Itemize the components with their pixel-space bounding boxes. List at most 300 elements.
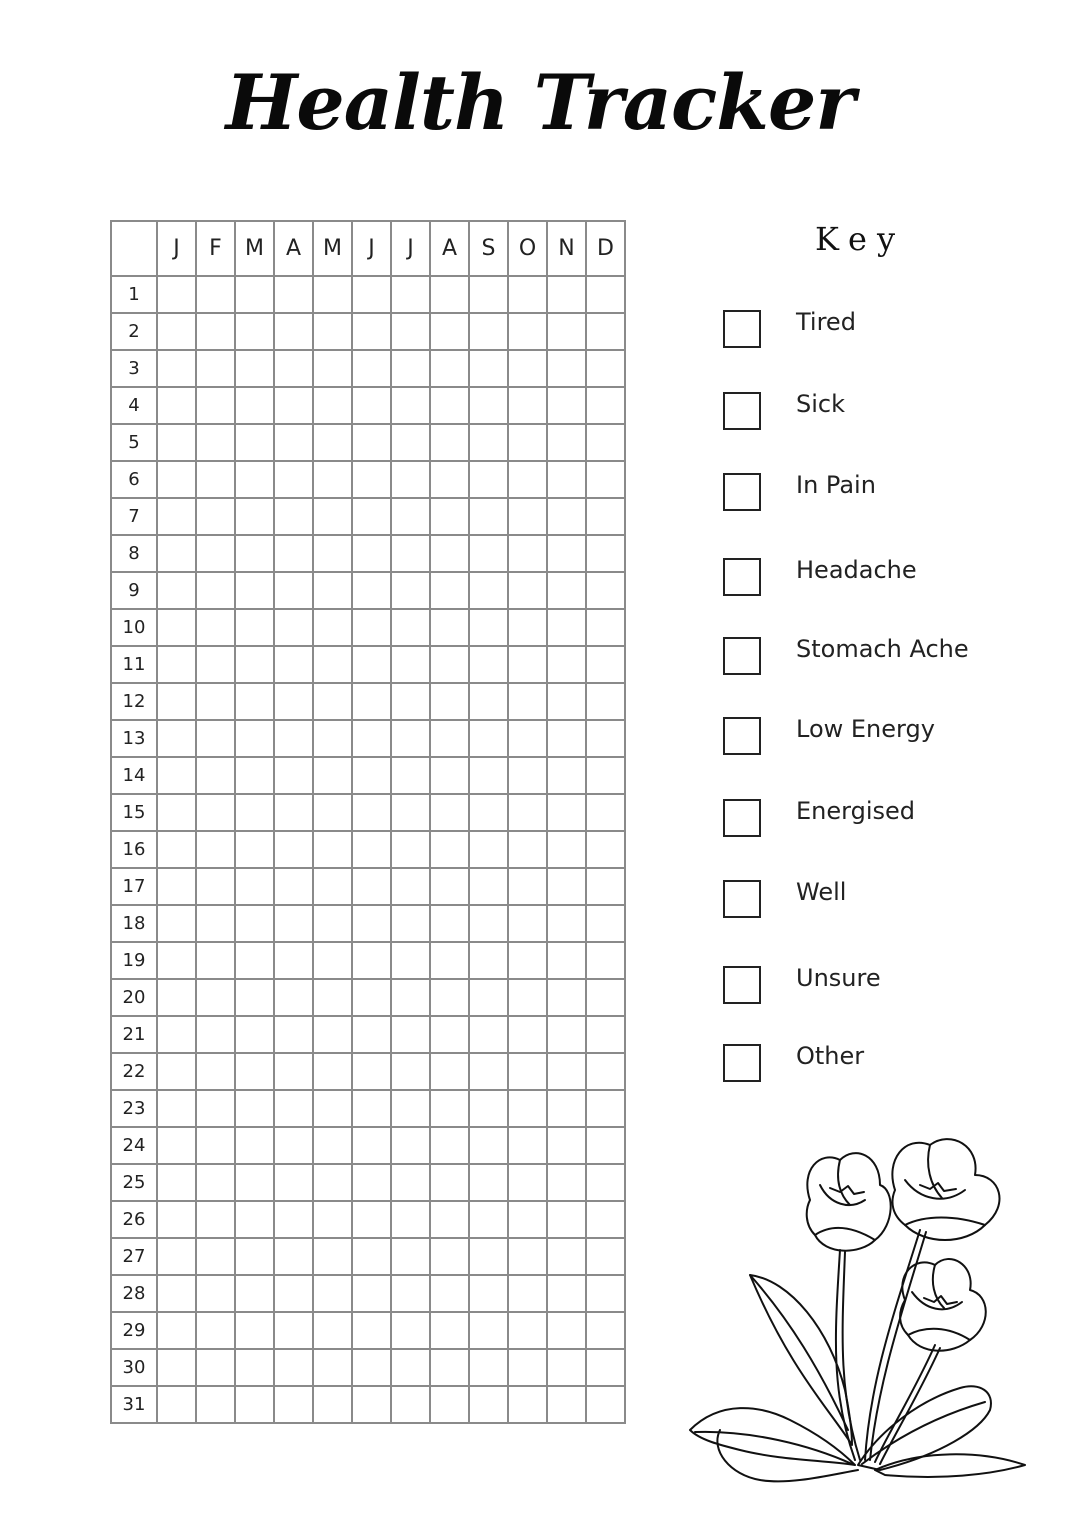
- tracker-cell[interactable]: [586, 572, 625, 609]
- tracker-cell[interactable]: [469, 683, 508, 720]
- tracker-cell[interactable]: [313, 313, 352, 350]
- tracker-cell[interactable]: [547, 979, 586, 1016]
- tracker-cell[interactable]: [274, 572, 313, 609]
- tracker-cell[interactable]: [547, 498, 586, 535]
- tracker-cell[interactable]: [391, 1386, 430, 1423]
- tracker-cell[interactable]: [196, 572, 235, 609]
- tracker-cell[interactable]: [547, 831, 586, 868]
- tracker-cell[interactable]: [430, 757, 469, 794]
- tracker-cell[interactable]: [313, 424, 352, 461]
- tracker-cell[interactable]: [508, 1349, 547, 1386]
- tracker-cell[interactable]: [508, 424, 547, 461]
- tracker-cell[interactable]: [196, 905, 235, 942]
- tracker-cell[interactable]: [274, 979, 313, 1016]
- tracker-cell[interactable]: [586, 609, 625, 646]
- tracker-cell[interactable]: [352, 1275, 391, 1312]
- tracker-cell[interactable]: [469, 350, 508, 387]
- tracker-cell[interactable]: [235, 1164, 274, 1201]
- tracker-cell[interactable]: [196, 1275, 235, 1312]
- tracker-cell[interactable]: [352, 424, 391, 461]
- tracker-cell[interactable]: [157, 1275, 196, 1312]
- tracker-cell[interactable]: [508, 609, 547, 646]
- tracker-cell[interactable]: [469, 979, 508, 1016]
- tracker-cell[interactable]: [196, 1053, 235, 1090]
- tracker-cell[interactable]: [586, 461, 625, 498]
- tracker-cell[interactable]: [352, 1016, 391, 1053]
- tracker-cell[interactable]: [430, 1127, 469, 1164]
- tracker-cell[interactable]: [235, 535, 274, 572]
- tracker-cell[interactable]: [430, 942, 469, 979]
- tracker-cell[interactable]: [391, 1090, 430, 1127]
- tracker-cell[interactable]: [391, 757, 430, 794]
- tracker-cell[interactable]: [430, 1090, 469, 1127]
- tracker-cell[interactable]: [391, 1312, 430, 1349]
- tracker-cell[interactable]: [352, 276, 391, 313]
- tracker-cell[interactable]: [508, 794, 547, 831]
- tracker-cell[interactable]: [586, 387, 625, 424]
- tracker-cell[interactable]: [352, 498, 391, 535]
- tracker-cell[interactable]: [313, 1386, 352, 1423]
- tracker-cell[interactable]: [586, 1164, 625, 1201]
- tracker-cell[interactable]: [274, 1238, 313, 1275]
- tracker-cell[interactable]: [469, 1312, 508, 1349]
- tracker-cell[interactable]: [391, 350, 430, 387]
- tracker-cell[interactable]: [196, 535, 235, 572]
- tracker-cell[interactable]: [196, 757, 235, 794]
- tracker-cell[interactable]: [508, 387, 547, 424]
- tracker-cell[interactable]: [547, 757, 586, 794]
- tracker-cell[interactable]: [430, 905, 469, 942]
- tracker-cell[interactable]: [391, 683, 430, 720]
- tracker-cell[interactable]: [508, 683, 547, 720]
- tracker-cell[interactable]: [547, 609, 586, 646]
- tracker-cell[interactable]: [157, 1386, 196, 1423]
- tracker-cell[interactable]: [586, 424, 625, 461]
- tracker-cell[interactable]: [157, 313, 196, 350]
- tracker-cell[interactable]: [469, 1016, 508, 1053]
- tracker-cell[interactable]: [157, 905, 196, 942]
- tracker-cell[interactable]: [313, 1127, 352, 1164]
- tracker-cell[interactable]: [586, 1312, 625, 1349]
- tracker-cell[interactable]: [469, 905, 508, 942]
- tracker-cell[interactable]: [430, 461, 469, 498]
- tracker-cell[interactable]: [274, 683, 313, 720]
- tracker-cell[interactable]: [586, 1275, 625, 1312]
- tracker-cell[interactable]: [352, 1053, 391, 1090]
- tracker-cell[interactable]: [586, 1386, 625, 1423]
- tracker-cell[interactable]: [352, 1386, 391, 1423]
- tracker-cell[interactable]: [430, 1016, 469, 1053]
- tracker-cell[interactable]: [352, 905, 391, 942]
- tracker-cell[interactable]: [586, 720, 625, 757]
- tracker-cell[interactable]: [313, 498, 352, 535]
- tracker-cell[interactable]: [235, 276, 274, 313]
- tracker-cell[interactable]: [469, 1164, 508, 1201]
- tracker-cell[interactable]: [157, 1238, 196, 1275]
- tracker-cell[interactable]: [391, 1349, 430, 1386]
- tracker-cell[interactable]: [274, 1275, 313, 1312]
- tracker-cell[interactable]: [391, 905, 430, 942]
- tracker-cell[interactable]: [547, 1201, 586, 1238]
- tracker-cell[interactable]: [313, 572, 352, 609]
- tracker-cell[interactable]: [586, 313, 625, 350]
- tracker-cell[interactable]: [430, 498, 469, 535]
- tracker-cell[interactable]: [274, 1201, 313, 1238]
- tracker-cell[interactable]: [157, 979, 196, 1016]
- tracker-cell[interactable]: [274, 794, 313, 831]
- tracker-cell[interactable]: [352, 609, 391, 646]
- tracker-cell[interactable]: [157, 350, 196, 387]
- tracker-cell[interactable]: [508, 831, 547, 868]
- tracker-cell[interactable]: [274, 1312, 313, 1349]
- tracker-cell[interactable]: [196, 683, 235, 720]
- tracker-cell[interactable]: [157, 276, 196, 313]
- tracker-cell[interactable]: [313, 350, 352, 387]
- tracker-cell[interactable]: [508, 461, 547, 498]
- tracker-cell[interactable]: [508, 1016, 547, 1053]
- tracker-cell[interactable]: [235, 498, 274, 535]
- tracker-cell[interactable]: [430, 424, 469, 461]
- tracker-cell[interactable]: [352, 646, 391, 683]
- tracker-cell[interactable]: [508, 1090, 547, 1127]
- tracker-cell[interactable]: [235, 683, 274, 720]
- tracker-cell[interactable]: [352, 979, 391, 1016]
- tracker-cell[interactable]: [508, 535, 547, 572]
- tracker-cell[interactable]: [196, 979, 235, 1016]
- tracker-cell[interactable]: [547, 1312, 586, 1349]
- tracker-cell[interactable]: [274, 424, 313, 461]
- tracker-cell[interactable]: [547, 1016, 586, 1053]
- tracker-cell[interactable]: [508, 646, 547, 683]
- tracker-cell[interactable]: [196, 424, 235, 461]
- tracker-cell[interactable]: [547, 646, 586, 683]
- tracker-cell[interactable]: [157, 609, 196, 646]
- tracker-cell[interactable]: [235, 1201, 274, 1238]
- tracker-cell[interactable]: [274, 1349, 313, 1386]
- tracker-cell[interactable]: [547, 683, 586, 720]
- tracker-cell[interactable]: [313, 1349, 352, 1386]
- tracker-cell[interactable]: [586, 276, 625, 313]
- tracker-cell[interactable]: [508, 1386, 547, 1423]
- tracker-cell[interactable]: [196, 720, 235, 757]
- tracker-cell[interactable]: [586, 942, 625, 979]
- tracker-cell[interactable]: [430, 535, 469, 572]
- tracker-cell[interactable]: [274, 313, 313, 350]
- tracker-cell[interactable]: [235, 646, 274, 683]
- tracker-cell[interactable]: [430, 313, 469, 350]
- tracker-cell[interactable]: [391, 609, 430, 646]
- tracker-cell[interactable]: [235, 1090, 274, 1127]
- tracker-cell[interactable]: [547, 350, 586, 387]
- tracker-cell[interactable]: [235, 461, 274, 498]
- tracker-cell[interactable]: [547, 313, 586, 350]
- tracker-cell[interactable]: [508, 350, 547, 387]
- tracker-cell[interactable]: [274, 1164, 313, 1201]
- tracker-cell[interactable]: [157, 461, 196, 498]
- tracker-cell[interactable]: [391, 942, 430, 979]
- tracker-cell[interactable]: [586, 1090, 625, 1127]
- tracker-cell[interactable]: [274, 646, 313, 683]
- tracker-cell[interactable]: [196, 1201, 235, 1238]
- tracker-cell[interactable]: [157, 1201, 196, 1238]
- tracker-cell[interactable]: [157, 1016, 196, 1053]
- tracker-cell[interactable]: [235, 1386, 274, 1423]
- tracker-cell[interactable]: [469, 572, 508, 609]
- tracker-cell[interactable]: [430, 276, 469, 313]
- tracker-cell[interactable]: [586, 535, 625, 572]
- tracker-cell[interactable]: [235, 350, 274, 387]
- tracker-cell[interactable]: [157, 646, 196, 683]
- tracker-cell[interactable]: [391, 1238, 430, 1275]
- tracker-cell[interactable]: [586, 905, 625, 942]
- tracker-cell[interactable]: [352, 1312, 391, 1349]
- tracker-cell[interactable]: [235, 942, 274, 979]
- tracker-cell[interactable]: [235, 313, 274, 350]
- tracker-cell[interactable]: [352, 1238, 391, 1275]
- tracker-cell[interactable]: [586, 757, 625, 794]
- tracker-cell[interactable]: [508, 1053, 547, 1090]
- tracker-cell[interactable]: [352, 720, 391, 757]
- tracker-cell[interactable]: [274, 942, 313, 979]
- tracker-cell[interactable]: [157, 1312, 196, 1349]
- tracker-cell[interactable]: [352, 942, 391, 979]
- tracker-cell[interactable]: [352, 350, 391, 387]
- tracker-cell[interactable]: [469, 868, 508, 905]
- tracker-cell[interactable]: [547, 387, 586, 424]
- tracker-cell[interactable]: [157, 868, 196, 905]
- tracker-cell[interactable]: [235, 1238, 274, 1275]
- tracker-cell[interactable]: [313, 942, 352, 979]
- tracker-cell[interactable]: [547, 424, 586, 461]
- tracker-cell[interactable]: [313, 1164, 352, 1201]
- tracker-cell[interactable]: [235, 831, 274, 868]
- tracker-cell[interactable]: [196, 942, 235, 979]
- tracker-cell[interactable]: [313, 868, 352, 905]
- tracker-cell[interactable]: [313, 794, 352, 831]
- tracker-cell[interactable]: [508, 1164, 547, 1201]
- tracker-cell[interactable]: [352, 1090, 391, 1127]
- tracker-cell[interactable]: [157, 424, 196, 461]
- tracker-cell[interactable]: [352, 1201, 391, 1238]
- tracker-cell[interactable]: [352, 387, 391, 424]
- tracker-cell[interactable]: [469, 424, 508, 461]
- tracker-cell[interactable]: [196, 1386, 235, 1423]
- tracker-cell[interactable]: [469, 609, 508, 646]
- tracker-cell[interactable]: [469, 1127, 508, 1164]
- tracker-cell[interactable]: [547, 535, 586, 572]
- tracker-cell[interactable]: [235, 1275, 274, 1312]
- tracker-cell[interactable]: [508, 905, 547, 942]
- tracker-cell[interactable]: [430, 831, 469, 868]
- tracker-cell[interactable]: [352, 313, 391, 350]
- tracker-cell[interactable]: [391, 868, 430, 905]
- tracker-cell[interactable]: [352, 683, 391, 720]
- tracker-cell[interactable]: [274, 498, 313, 535]
- tracker-cell[interactable]: [391, 646, 430, 683]
- key-checkbox[interactable]: [723, 473, 761, 511]
- tracker-cell[interactable]: [430, 1312, 469, 1349]
- tracker-cell[interactable]: [274, 350, 313, 387]
- tracker-cell[interactable]: [235, 609, 274, 646]
- tracker-cell[interactable]: [235, 572, 274, 609]
- tracker-cell[interactable]: [352, 1164, 391, 1201]
- tracker-cell[interactable]: [391, 572, 430, 609]
- tracker-cell[interactable]: [235, 1016, 274, 1053]
- tracker-cell[interactable]: [157, 720, 196, 757]
- tracker-cell[interactable]: [547, 1275, 586, 1312]
- key-checkbox[interactable]: [723, 310, 761, 348]
- tracker-cell[interactable]: [313, 1238, 352, 1275]
- tracker-cell[interactable]: [430, 646, 469, 683]
- tracker-cell[interactable]: [313, 1090, 352, 1127]
- tracker-cell[interactable]: [196, 831, 235, 868]
- tracker-cell[interactable]: [274, 1053, 313, 1090]
- tracker-cell[interactable]: [586, 1201, 625, 1238]
- tracker-cell[interactable]: [547, 1386, 586, 1423]
- tracker-cell[interactable]: [469, 831, 508, 868]
- tracker-cell[interactable]: [157, 794, 196, 831]
- tracker-cell[interactable]: [586, 1238, 625, 1275]
- tracker-cell[interactable]: [157, 572, 196, 609]
- tracker-cell[interactable]: [352, 1349, 391, 1386]
- tracker-cell[interactable]: [274, 609, 313, 646]
- tracker-cell[interactable]: [196, 313, 235, 350]
- tracker-cell[interactable]: [430, 794, 469, 831]
- tracker-cell[interactable]: [274, 905, 313, 942]
- key-checkbox[interactable]: [723, 717, 761, 755]
- tracker-cell[interactable]: [313, 683, 352, 720]
- tracker-cell[interactable]: [586, 868, 625, 905]
- tracker-cell[interactable]: [157, 1090, 196, 1127]
- tracker-cell[interactable]: [586, 646, 625, 683]
- tracker-cell[interactable]: [469, 720, 508, 757]
- tracker-cell[interactable]: [586, 831, 625, 868]
- tracker-cell[interactable]: [469, 535, 508, 572]
- tracker-cell[interactable]: [430, 387, 469, 424]
- tracker-cell[interactable]: [469, 646, 508, 683]
- tracker-cell[interactable]: [196, 1164, 235, 1201]
- tracker-cell[interactable]: [352, 535, 391, 572]
- tracker-cell[interactable]: [313, 1201, 352, 1238]
- tracker-cell[interactable]: [274, 276, 313, 313]
- tracker-cell[interactable]: [547, 1127, 586, 1164]
- tracker-cell[interactable]: [547, 905, 586, 942]
- tracker-cell[interactable]: [313, 387, 352, 424]
- tracker-cell[interactable]: [508, 1238, 547, 1275]
- tracker-cell[interactable]: [235, 1127, 274, 1164]
- tracker-cell[interactable]: [157, 757, 196, 794]
- tracker-cell[interactable]: [196, 498, 235, 535]
- tracker-cell[interactable]: [196, 1127, 235, 1164]
- tracker-cell[interactable]: [196, 609, 235, 646]
- tracker-cell[interactable]: [196, 276, 235, 313]
- tracker-cell[interactable]: [430, 1238, 469, 1275]
- tracker-cell[interactable]: [196, 387, 235, 424]
- tracker-cell[interactable]: [391, 1053, 430, 1090]
- tracker-cell[interactable]: [313, 1312, 352, 1349]
- tracker-cell[interactable]: [547, 572, 586, 609]
- tracker-cell[interactable]: [391, 461, 430, 498]
- tracker-cell[interactable]: [274, 1016, 313, 1053]
- tracker-cell[interactable]: [508, 276, 547, 313]
- tracker-cell[interactable]: [430, 720, 469, 757]
- tracker-cell[interactable]: [391, 979, 430, 1016]
- tracker-cell[interactable]: [274, 720, 313, 757]
- tracker-cell[interactable]: [547, 1053, 586, 1090]
- tracker-cell[interactable]: [196, 350, 235, 387]
- tracker-cell[interactable]: [391, 794, 430, 831]
- tracker-cell[interactable]: [274, 1127, 313, 1164]
- tracker-cell[interactable]: [235, 387, 274, 424]
- tracker-cell[interactable]: [508, 1312, 547, 1349]
- tracker-cell[interactable]: [235, 424, 274, 461]
- tracker-cell[interactable]: [586, 683, 625, 720]
- tracker-cell[interactable]: [469, 387, 508, 424]
- tracker-cell[interactable]: [469, 1201, 508, 1238]
- tracker-cell[interactable]: [469, 757, 508, 794]
- tracker-cell[interactable]: [313, 831, 352, 868]
- tracker-cell[interactable]: [430, 1349, 469, 1386]
- tracker-cell[interactable]: [508, 868, 547, 905]
- tracker-cell[interactable]: [469, 1238, 508, 1275]
- key-checkbox[interactable]: [723, 558, 761, 596]
- tracker-cell[interactable]: [157, 1164, 196, 1201]
- tracker-cell[interactable]: [196, 1090, 235, 1127]
- tracker-cell[interactable]: [274, 1090, 313, 1127]
- tracker-cell[interactable]: [586, 1349, 625, 1386]
- tracker-cell[interactable]: [391, 535, 430, 572]
- tracker-cell[interactable]: [547, 1090, 586, 1127]
- tracker-cell[interactable]: [586, 794, 625, 831]
- tracker-cell[interactable]: [313, 979, 352, 1016]
- tracker-cell[interactable]: [352, 794, 391, 831]
- tracker-cell[interactable]: [313, 276, 352, 313]
- tracker-cell[interactable]: [313, 720, 352, 757]
- tracker-cell[interactable]: [430, 868, 469, 905]
- tracker-cell[interactable]: [508, 1275, 547, 1312]
- tracker-cell[interactable]: [469, 1090, 508, 1127]
- tracker-cell[interactable]: [508, 313, 547, 350]
- tracker-cell[interactable]: [430, 1164, 469, 1201]
- tracker-cell[interactable]: [157, 1127, 196, 1164]
- tracker-cell[interactable]: [469, 1349, 508, 1386]
- tracker-cell[interactable]: [352, 1127, 391, 1164]
- tracker-cell[interactable]: [235, 720, 274, 757]
- tracker-cell[interactable]: [508, 979, 547, 1016]
- tracker-cell[interactable]: [430, 1201, 469, 1238]
- tracker-cell[interactable]: [508, 498, 547, 535]
- tracker-cell[interactable]: [469, 794, 508, 831]
- tracker-cell[interactable]: [274, 535, 313, 572]
- tracker-cell[interactable]: [508, 1201, 547, 1238]
- tracker-cell[interactable]: [352, 831, 391, 868]
- tracker-cell[interactable]: [313, 905, 352, 942]
- tracker-cell[interactable]: [469, 1386, 508, 1423]
- tracker-cell[interactable]: [196, 1349, 235, 1386]
- tracker-cell[interactable]: [430, 979, 469, 1016]
- tracker-cell[interactable]: [313, 1275, 352, 1312]
- tracker-cell[interactable]: [469, 942, 508, 979]
- tracker-cell[interactable]: [274, 1386, 313, 1423]
- tracker-cell[interactable]: [508, 942, 547, 979]
- tracker-cell[interactable]: [352, 572, 391, 609]
- tracker-cell[interactable]: [547, 720, 586, 757]
- tracker-cell[interactable]: [586, 1127, 625, 1164]
- tracker-cell[interactable]: [274, 461, 313, 498]
- tracker-cell[interactable]: [469, 461, 508, 498]
- tracker-cell[interactable]: [469, 498, 508, 535]
- tracker-cell[interactable]: [352, 757, 391, 794]
